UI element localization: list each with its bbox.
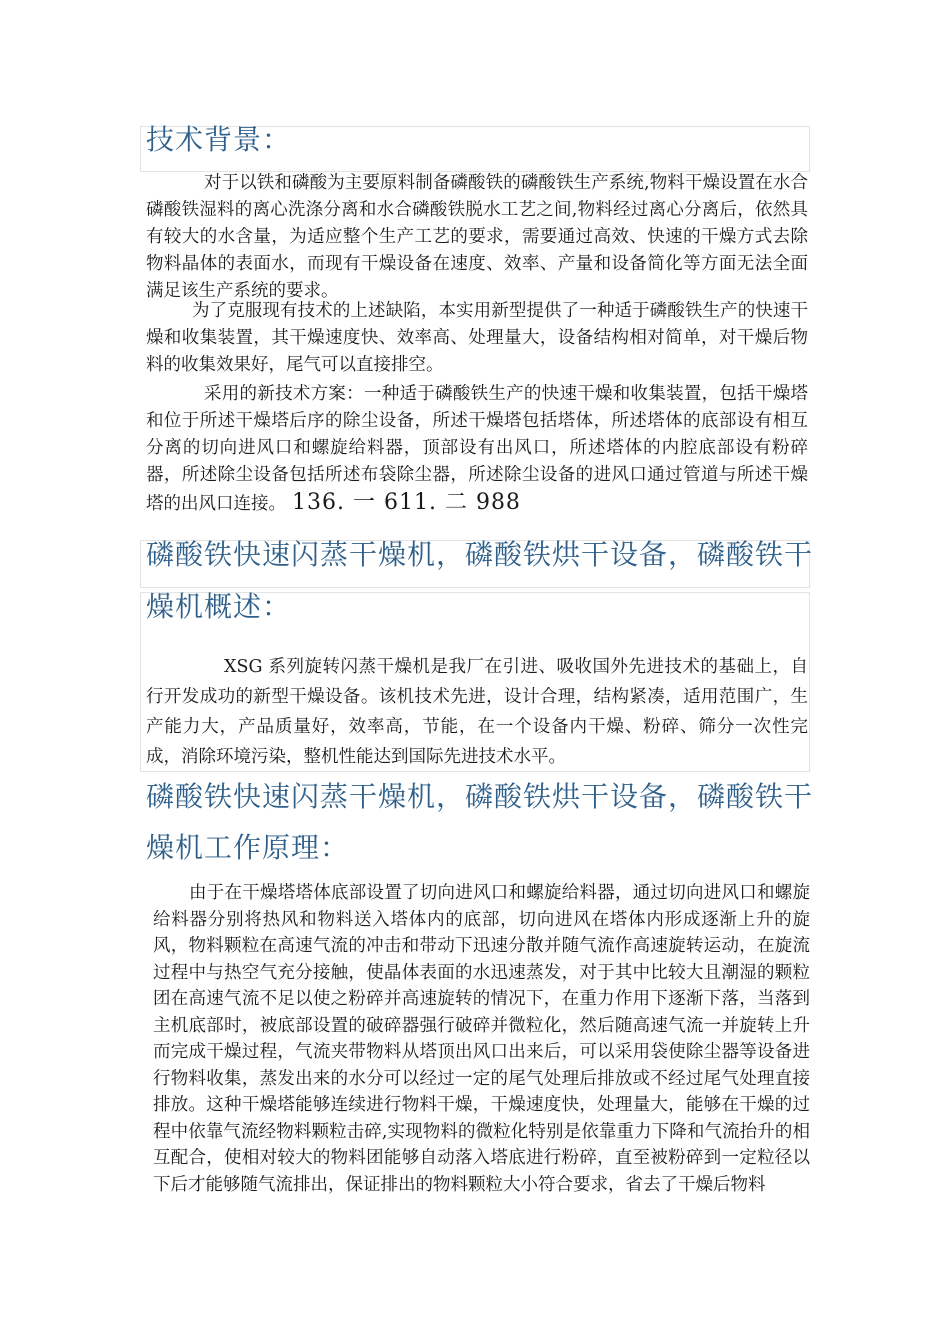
paragraph-overview: XSG 系列旋转闪蒸干燥机是我厂在引进、吸收国外先进技术的基础上，自行开发成功的新型干燥设备。该机技术先进，设计合理，结构紧凑，适用范围广，生产能力大，产品质量好，效率高，节能，在一个设备内干燥、粉碎、筛分一次性完成，消除环境污染，整机性能达到国际先进技术水平。	[146, 657, 808, 767]
section-heading-background: 技术背景：	[146, 123, 292, 156]
paragraph-background-1: 对于以铁和磷酸为主要原料制备磷酸铁的磷酸铁生产系统,物料干燥设置在水合磷酸铁湿料的离心洗涤分离和水合磷酸铁脱水工艺之间,物料经过离心分离后，依然具有较大的水含量，为适应整个生产工艺的要求，需要通过高效、快速的干燥方式去除物料晶体的表面水，而现有干燥设备在速度、效率、产量和设备简化等方面无法全面满足该生产系统的要求。	[146, 173, 808, 301]
paragraph-background-3	[146, 381, 808, 518]
paragraph-background-2: 为了克服现有技术的上述缺陷，本实用新型提供了一种适于磷酸铁生产的快速干燥和收集装置，其干燥速度快、效率高、处理量大，设备结构相对简单，对干燥后物料的收集效果好，尾气可以直接排空。	[146, 301, 808, 375]
section-heading-principle-line1: 磷酸铁快速闪蒸干燥机，磷酸铁烘干设备，磷酸铁干	[146, 780, 814, 813]
solution-text: 采用的新技术方案：一种适于磷酸铁生产的快速干燥和收集装置，包括干燥塔和位于所述干燥塔后序的除尘设备，所述干燥塔包括塔体，所述塔体的底部设有相互分离的切向进风口和螺旋给料器，顶部设有出风口，所述塔体的内腔底部设有粉碎器，所述除尘设备包括所述布袋除尘器，所述除尘设备的进风口通过管道与所述干燥塔的出风口连接。	[146, 384, 808, 514]
section-heading-principle-line2: 燥机工作原理：	[146, 831, 350, 864]
section-heading-overview-line1: 磷酸铁快速闪蒸干燥机，磷酸铁烘干设备，磷酸铁干	[146, 538, 814, 571]
paragraph-principle: 由于在干燥塔塔体底部设置了切向进风口和螺旋给料器，通过切向进风口和螺旋给料器分别将热风和物料送入塔体内的底部，切向进风在塔体内形成逐渐上升的旋风，物料颗粒在高速气流的冲击和带动下迅速分散并随气流作高速旋转运动，在旋流过程中与热空气充分接触，使晶体表面的水迅速蒸发，对于其中比较大且潮湿的颗粒团在高速气流不足以使之粉碎并高速旋转的情况下，在重力作用下逐渐下落，当落到主机底部时，被底部设置的破碎器强行破碎并微粒化，然后随高速气流一并旋转上升而完成干燥过程，气流夹带物料从塔顶出风口出来后，可以采用袋使除尘器等设备进行物料收集，蒸发出来的水分可以经过一定的尾气处理后排放或不经过尾气处理直接排放。这种干燥塔能够连续进行物料干燥，干燥速度快，处理量大，能够在干燥的过程中依靠气流经物料颗粒击碎,实现物料的微粒化特别是依靠重力下降和气流抬升的相互配合，使相对较大的物料团能够自动落入塔底进行粉碎，直至被粉碎到一定粒径以下后才能够随气流排出，保证排出的物料颗粒大小符合要求，省去了干燥后物料	[153, 883, 810, 1195]
phone-number: 136. 一 611. 二 988	[292, 490, 521, 515]
section-heading-overview-line2: 燥机概述：	[146, 590, 292, 623]
